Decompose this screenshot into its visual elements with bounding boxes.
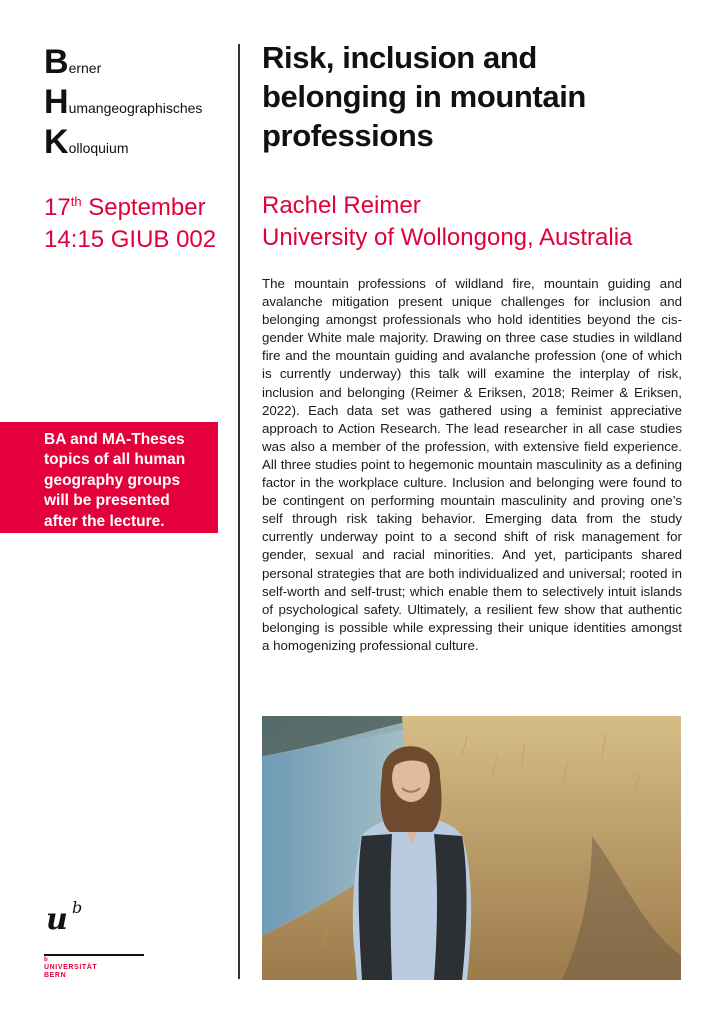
series-word-rest: erner: [68, 60, 102, 76]
title-line: Risk, inclusion and: [262, 40, 537, 75]
event-month: September: [81, 194, 206, 221]
notice-line: after the lecture.: [44, 512, 165, 530]
series-word-rest: olloquium: [68, 140, 129, 156]
logo-small-b: b: [44, 957, 48, 963]
speaker-info: [262, 190, 632, 254]
title-line: professions: [262, 118, 434, 153]
talk-title: [262, 38, 702, 155]
notice-line: will be presented: [44, 492, 170, 510]
event-date-time: [44, 192, 216, 256]
speaker-photo: [262, 716, 681, 980]
event-time-room: 14:15 GIUB 002: [44, 226, 217, 253]
series-name: [44, 42, 202, 162]
series-initial: H: [44, 83, 68, 121]
notice-line: topics of all human: [44, 451, 186, 469]
series-line-humangeographisches: [44, 82, 202, 122]
logo-wordmark: [44, 964, 97, 980]
logo-wordmark-line: UNIVERSITÄT: [44, 964, 98, 971]
column-divider: [238, 44, 240, 979]
event-date: [44, 192, 216, 224]
series-initial: K: [44, 123, 68, 161]
series-line-berner: [44, 42, 202, 82]
speaker-affiliation: University of Wollongong, Australia: [262, 224, 633, 251]
notice-line: geography groups: [44, 471, 181, 489]
series-word-rest: umangeographisches: [68, 100, 203, 116]
logo-rule: [44, 954, 144, 956]
series-line-kolloquium: [44, 122, 202, 162]
event-day: 17: [44, 194, 71, 221]
event-day-suffix: th: [70, 194, 82, 209]
series-initial: B: [44, 43, 68, 81]
talk-abstract: The mountain professions of wildland fire, mountain guiding and avalanche mitigation present unique challenges for inclusion and belonging amongst professionals who hold identities beyond the cis-gender White male majority. Drawing on three case studies in wildland fire and the mountain guiding and avalanche profession (one of which is currently underway) this talk will examine the interplay of risk, inclusion and belonging (Reimer & Eriksen, 2018; Reimer & Eriksen, 2022). Each data set was gathered using a feminist appreciative approach to Action Research. The lead researcher in all case studies was also a member of the profession, with extensive field experience. All three studies point to hegemonic mountain masculinity as a defining factor in the workplace culture. Inclusion and belonging were found to be contingent on performing mountain masculinity and proving one’s self through risk taking behavior. Emerging data from the study currently underway point to a second shift of risk management for gender, sexual and racial minorities. And yet, participants shared personal strategies that are both individualized and universal; rooted in self-worth and self-trust; which enable them to selectively intuit islands of psychological safety. Ultimately, a resilient few show that authentic belonging is possible while expressing their unique identities amongst a homogenizing professional culture.: [262, 276, 682, 653]
logo-u-glyph: u: [46, 902, 68, 937]
theses-notice-box: [0, 422, 218, 533]
logo-wordmark-line: BERN: [44, 972, 67, 979]
title-line: belonging in mountain: [262, 79, 586, 114]
university-bern-logo: [44, 898, 154, 984]
speaker-name: Rachel Reimer: [262, 192, 421, 219]
speaker-photo-illustration: [262, 716, 681, 980]
logo-b-glyph: b: [72, 898, 83, 917]
notice-line: BA and MA-Theses: [44, 431, 185, 448]
